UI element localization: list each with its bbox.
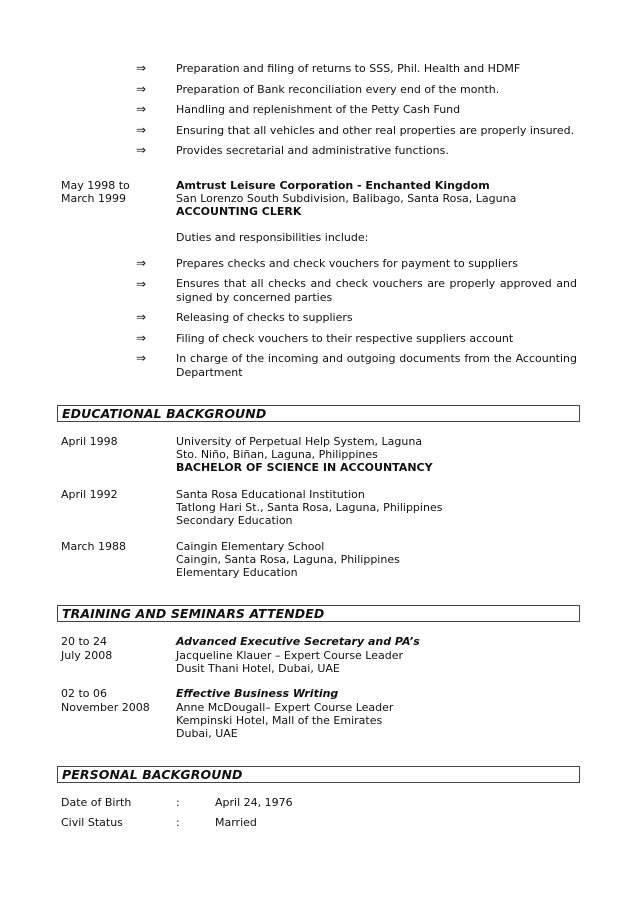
duty-item: Filing of check vouchers to their respective suppliers account — [176, 332, 514, 345]
training-venue: Kempinski Hotel, Mall of the Emirates — [176, 714, 383, 727]
degree: BACHELOR OF SCIENCE IN ACCOUNTANCY — [176, 461, 433, 474]
duty-item: Releasing of checks to suppliers — [176, 311, 353, 324]
arrow-bullet-icon: ⇒ — [136, 310, 147, 324]
training-date-end: November 2008 — [61, 701, 150, 714]
personal-label: Civil Status — [61, 816, 123, 829]
arrow-bullet-icon: ⇒ — [136, 351, 147, 365]
training-title: Effective Business Writing — [176, 687, 339, 700]
education-date: March 1988 — [61, 540, 127, 553]
education-heading: EDUCATIONAL BACKGROUND — [57, 405, 580, 422]
arrow-bullet-icon: ⇒ — [136, 123, 147, 137]
arrow-bullet-icon: ⇒ — [136, 256, 147, 270]
job-address: San Lorenzo South Subdivision, Balibago, Santa Rosa, Laguna — [176, 192, 517, 205]
training-leader: Jacqueline Klauer – Expert Course Leader — [176, 649, 404, 662]
degree: Elementary Education — [176, 566, 298, 579]
school-name: Santa Rosa Educational Institution — [176, 488, 365, 501]
arrow-bullet-icon: ⇒ — [136, 61, 147, 75]
personal-heading: PERSONAL BACKGROUND — [57, 766, 580, 783]
arrow-bullet-icon: ⇒ — [136, 331, 147, 345]
training-city: Dubai, UAE — [176, 727, 238, 740]
job-duties-intro: Duties and responsibilities include: — [176, 231, 369, 244]
personal-value: April 24, 1976 — [215, 796, 293, 809]
training-leader: Anne McDougall– Expert Course Leader — [176, 701, 394, 714]
education-date: April 1992 — [61, 488, 118, 501]
personal-separator: : — [176, 816, 180, 829]
job-position: ACCOUNTING CLERK — [176, 205, 302, 218]
duty-item: Preparation and filing of returns to SSS, Phil. Health and HDMF — [176, 62, 521, 75]
arrow-bullet-icon: ⇒ — [136, 277, 147, 291]
arrow-bullet-icon: ⇒ — [136, 102, 147, 116]
job-date-start: May 1998 to — [61, 179, 130, 192]
school-address: Tatlong Hari St., Santa Rosa, Laguna, Philippines — [176, 501, 443, 514]
school-address: Sto. Niño, Biñan, Laguna, Philippines — [176, 448, 378, 461]
degree: Secondary Education — [176, 514, 293, 527]
personal-value: Married — [215, 816, 257, 829]
training-date-start: 20 to 24 — [61, 635, 108, 648]
personal-separator: : — [176, 796, 180, 809]
arrow-bullet-icon: ⇒ — [136, 143, 147, 157]
duty-item: Handling and replenishment of the Petty Cash Fund — [176, 103, 461, 116]
duty-item: Ensuring that all vehicles and other real properties are properly insured. — [176, 124, 575, 137]
training-title: Advanced Executive Secretary and PA’s — [176, 635, 420, 648]
education-date: April 1998 — [61, 435, 118, 448]
training-venue: Dusit Thani Hotel, Dubai, UAE — [176, 662, 340, 675]
duty-item: Ensures that all checks and check vouchers are properly approved and signed by concerned parties — [176, 277, 577, 304]
training-heading: TRAINING AND SEMINARS ATTENDED — [57, 605, 580, 622]
job-company: Amtrust Leisure Corporation - Enchanted Kingdom — [176, 179, 490, 192]
duty-item: Preparation of Bank reconciliation every end of the month. — [176, 83, 500, 96]
personal-label: Date of Birth — [61, 796, 132, 809]
job-date-end: March 1999 — [61, 192, 127, 205]
school-address: Caingin, Santa Rosa, Laguna, Philippines — [176, 553, 400, 566]
school-name: University of Perpetual Help System, Laguna — [176, 435, 423, 448]
duty-item: Provides secretarial and administrative functions. — [176, 144, 449, 157]
training-date-start: 02 to 06 — [61, 687, 108, 700]
duty-item: In charge of the incoming and outgoing documents from the Accounting Department — [176, 352, 577, 379]
training-date-end: July 2008 — [61, 649, 113, 662]
duty-item: Prepares checks and check vouchers for payment to suppliers — [176, 257, 519, 270]
arrow-bullet-icon: ⇒ — [136, 82, 147, 96]
school-name: Caingin Elementary School — [176, 540, 325, 553]
